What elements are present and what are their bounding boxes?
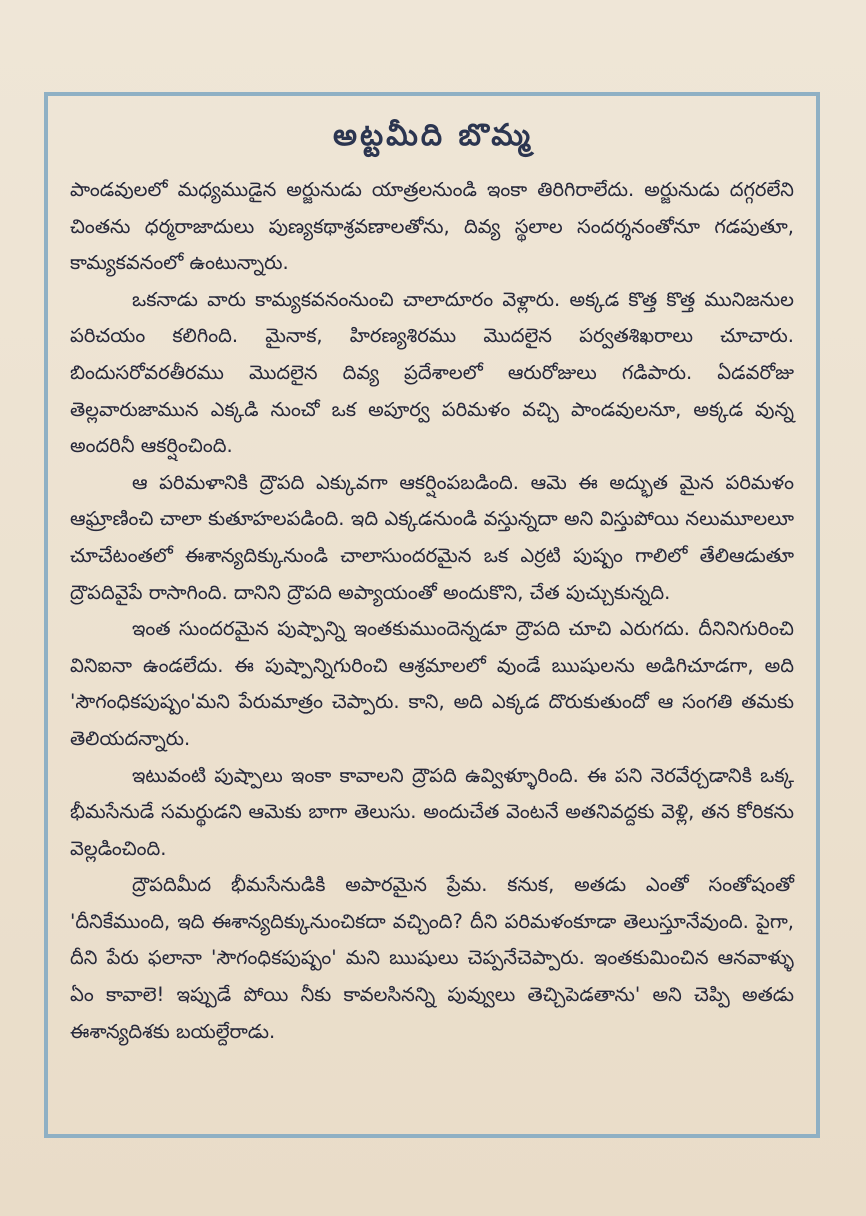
paragraph-5: ఇటువంటి పుష్పాలు ఇంకా కావాలని ద్రౌపది ఉవ్విళ్ళూరింది. ఈ పని నెరవేర్చడానికి ఒక్క భీమసేనుడే సమర్థుడని ఆమెకు బాగా తెలుసు. అందుచేత వెంటనే అతనివద్దకు వెళ్లి, తన కోరికను వెల్లడించింది.: [70, 763, 794, 860]
paragraph-4: ఇంత సుందరమైన పుష్పాన్ని ఇంతకుముందెన్నడూ ద్రౌపది చూచి ఎరుగదు. దీనినిగురించి వినిఐనా ఉండలేదు. ఈ పుష్పాన్నిగురించి ఆశ్రమాలలో వుండే ఋషులను అడిగిచూడగా, అది 'సౌగంధికపుష్పం'మని పేరుమాత్రం చెప్పారు. కాని, అది ఎక్కడ దొరుకుతుందో ఆ సంగతి తమకు తెలియదన్నారు.: [70, 617, 794, 750]
chapter-title: అట్టమీది బొమ్మ: [332, 118, 534, 153]
paragraph-6: ద్రౌపదిమీద భీమసేనుడికి అపారమైన ప్రేమ. కనుక, అతడు ఎంతో సంతోషంతో 'దీనికేముంది, ఇది ఈశాన్యదిక్కునుంచికదా వచ్చింది? దీని పరిమళంకూడా తెలుస్తూనేవుంది. పైగా, దీని పేరు ఫలానా 'సౌగంధికపుష్పం' మని ఋషులు చెప్పనేచెప్పారు. ఇంతకుమించిన ఆనవాళ్ళు ఏం కావాలె! ఇప్పుడే పోయి నీకు కావలసినన్ని పువ్వులు తెచ్చిపెడతాను' అని చెప్పి అతడు ఈశాన్యదిశకు బయల్దేరాడు.: [70, 873, 794, 1043]
paragraph-3: ఆ పరిమళానికి ద్రౌపది ఎక్కువగా ఆకర్షింపబడింది. ఆమె ఈ అద్భుత మైన పరిమళం ఆఘ్రాణించి చాలా కుతూహలపడింది. ఇది ఎక్కడనుండి వస్తున్నదా అని విస్తుపోయి నలుమూలలూ చూచేటంతలో ఈశాన్యదిక్కునుండి చాలాసుందరమైన ఒక ఎర్రటి పుష్పం గాలిలో తేలిఆడుతూ ద్రౌపదివైపే రాసాగింది. దానిని ద్రౌపది అప్యాయంతో అందుకొని, చేత పుచ్చుకున్నది.: [70, 470, 794, 604]
story-text: [70, 172, 794, 1050]
paragraph-2: ఒకనాడు వారు కామ్యకవనంనుంచి చాలాదూరం వెళ్లారు. అక్కడ కొత్త కొత్త మునిజనుల పరిచయం కలిగింది. మైనాక, హిరణ్యశిరము మొదలైన పర్వతశిఖరాలు చూచారు. బిందుసరోవరతీరము మొదలైన దివ్య ప్రదేశాలలో ఆరురోజులు గడిపారు. ఏడవరోజు తెల్లవారుజామున ఎక్కడి నుంచో ఒక అపూర్వ పరిమళం వచ్చి పాండవులనూ, అక్కడ వున్న అందరినీ ఆకర్షించింది.: [70, 287, 794, 458]
paragraph-1: పాండవులలో మధ్యముడైన అర్జునుడు యాత్రలనుండి ఇంకా తిరిగిరాలేదు. అర్జునుడు దగ్గరలేని చింతను ధర్మరాజాదులు పుణ్యకథాశ్రవణాలతోను, దివ్య స్థలాల సందర్శనంతోనూ గడపుతూ, కామ్యకవనంలో ఉంటున్నారు.: [70, 178, 794, 275]
